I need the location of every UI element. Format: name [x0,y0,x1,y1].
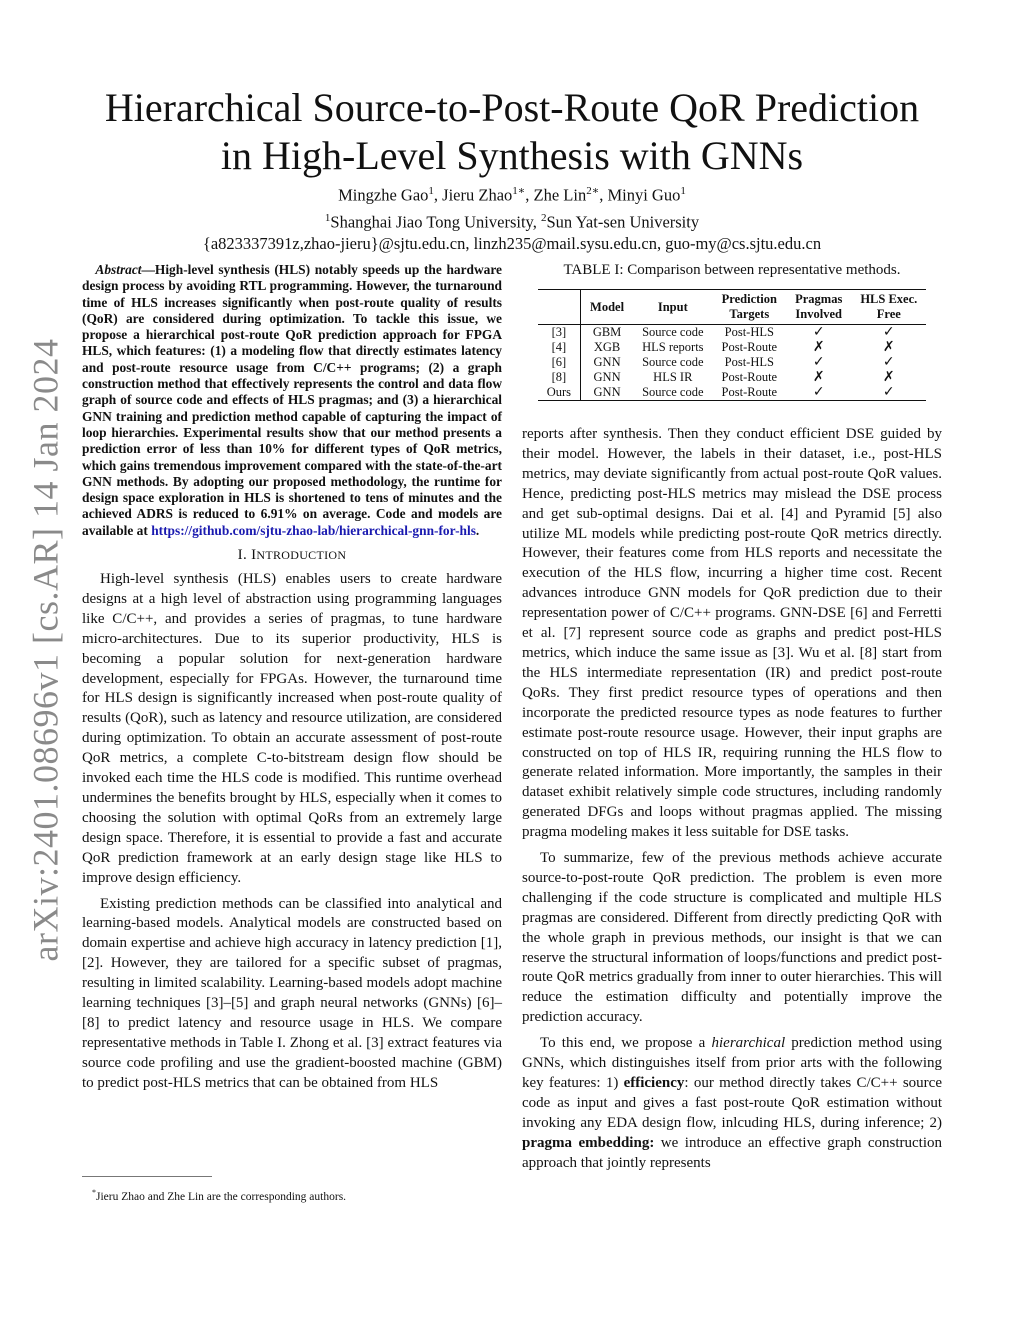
author-name: Jieru Zhao [442,185,513,205]
author-affiliation-mark: 1 [680,185,686,197]
table-cell: GNN [593,370,621,384]
title-line-2: in High-Level Synthesis with GNNs [220,133,804,178]
table-cell: [3] [538,325,581,341]
table-header-cell: Input [657,299,688,314]
author-separator: , [599,185,608,205]
table-caption: TABLE I: Comparison between representative methods. [563,262,901,278]
table-cell: XGB [593,340,621,354]
author-emails: {a823337391z,zhao-jieru}@sjtu.edu.cn, linzh235@mail.sysu.edu.cn, guo-my@cs.sjtu.edu.cn [202,234,822,253]
table-header-row [538,290,927,325]
author-separator: , [525,185,534,205]
abstract-body: —High-level synthesis (HLS) notably speeds up the hardware design process by avoiding RTL programming. However, the turnaround time of HLS increases significantly when post-route quality of results (QoR) are considered during optimization. To tackle this issue, we propose a hierarchical post-route QoR prediction approach for FPGA HLS, which features: (1) a modeling flow that directly estimates latency and post-route resource usage from C/C++ programs; (2) a graph construction method that effectively represents the control and data flow graph of source code and effects of HLS pragmas; and (3) a hierarchical GNN training and prediction method capable of capturing the impact of loop hierarchies. Experimental results show that our method presents a prediction error of less than 10% for different types of QoR metrics, which gains tremendous improvement compared with the state-of-the-art GNN methods. By adopting our proposed methodology, the runtime for design space exploration in HLS is shortened to tens of minutes and the achieved ADRS is reduced to 6.91% on average. Code and models are available at [82,262,502,538]
cross-mark-icon: ✗ [882,339,895,355]
cross-mark-icon: ✗ [882,369,895,385]
table-row [538,385,927,401]
table-cell: Post-Route [721,340,778,354]
author-name: Zhe Lin [533,185,587,205]
footnote: *Jieru Zhao and Zhe Lin are the corresponding authors. [92,1188,347,1203]
affiliations: $^1$Shanghai Jiao Tong University, $^2$Sun Yat-sen University [324,211,700,231]
table-cell: GBM [592,325,622,339]
table-row [538,370,927,385]
table-cell: HLS reports [642,340,704,354]
table-header-cell: HLS Exec. Free [860,292,918,321]
title-line-1: Hierarchical Source-to-Post-Route QoR Prediction [104,85,920,130]
section-heading-introduction: I. INTRODUCTION [237,547,347,564]
body-paragraph: To this end, we propose a hierarchical prediction method using GNNs, which distinguishes itself from prior arts with the following key features: 1) efficiency: our method directly takes C/C++ source code as input and gives a fast post-route QoR estimation without invoking any EDA design flow, inlcuding HLS, during inference; 2) pragma embedding: we introduce an effective graph construction approach that jointly represents [522,1035,943,1171]
table-cell: Post-Route [721,385,778,399]
author-affiliation-mark: 1 [428,185,434,197]
check-mark-icon: ✓ [882,324,895,340]
table-header-cell [538,290,581,325]
author-separator: , [433,185,443,205]
table-cell: Post-HLS [724,325,774,339]
code-repository-link[interactable]: https://github.com/sjtu-zhao-lab/hierarchical-gnn-for-hls [151,522,476,538]
table-cell: Ours [538,385,581,401]
check-mark-icon: ✓ [812,324,825,340]
table-header-cell: Model [590,299,625,314]
left-column [82,262,502,1094]
table-cell: [6] [538,355,581,370]
table-header-cell: Prediction Targets [721,292,777,321]
table-cell: GNN [593,355,621,369]
intro-paragraph: Existing prediction methods can be classified into analytical and learning-based models. Analytical models are constructed based on domain expertise and achieve high accuracy in latency prediction [1], [2]. However, they are tailored for a specific subset of pragmas, resulting in limited scalability. Learning-based models adopt machine learning techniques [3]–[5] and graph neural networks (GNNs) [6]–[8] to predict latency and resource usage in HLS. We compare representative methods in Table I. Zhong et al. [3] extract features via source code profiling and use the gradient-boosted machine (GBM) to predict post-HLS metrics that can be obtained from HLS [82,895,502,1091]
table-cell: HLS IR [653,370,693,384]
table-row [538,325,927,341]
arxiv-identifier [10,340,80,960]
table-cell: [4] [538,340,581,355]
check-mark-icon: ✓ [812,384,825,400]
table-cell: GNN [593,385,621,399]
author-name: Mingzhe Gao [338,185,429,205]
table-cell: Source code [642,355,704,369]
table-header-cell: Pragmas Involved [795,292,843,321]
abstract: Abstract—High-level synthesis (HLS) notably speeds up the hardware design process by avoiding RTL programming. However, the turnaround time of HLS increases significantly when post-route quality of results (QoR) are considered during optimization. To tackle this issue, we propose a hierarchical post-route QoR prediction approach for FPGA HLS, which features: (1) a modeling flow that directly estimates latency and post-route resource usage from C/C++ programs; (2) a graph construction method that effectively represents the control and data flow graph of source code and effects of HLS pragmas; and (3) a hierarchical GNN training and prediction method capable of capturing the impact of loop hierarchies. Experimental results show that our method presents a prediction error of less than 10% for different types of QoR metrics, which gains tremendous improvement compared with the state-of-the-art GNN methods. By adopting our proposed methodology, the runtime for design space exploration in HLS is shortened to tens of minutes and the achieved ADRS is reduced to 6.91% on average. Code and models are available at https://github.com/sjtu-zhao-lab/hierarchical-gnn-for-hls. [82,262,502,538]
arxiv-identifier-text: arXiv:2401.08696v1 [cs.AR] 14 Jan 2024 [25,338,65,962]
body-paragraph: To summarize, few of the previous methods achieve accurate source-to-post-route QoR prediction. The problem is even more challenging if the code structure is complicated and multiple HLS pragmas are considered. Different from directly predicting QoR with the whole graph in previous methods, our insight is that we can reserve the structural information of loops/functions and predict post-route QoR metrics gradually from inner to outer hierarchies. This will reduce the estimation difficulty and potentially improve the prediction accuracy. [522,850,942,1026]
table-cell: Post-HLS [724,355,774,369]
author-names [80,180,944,207]
cross-mark-icon: ✗ [812,369,825,385]
table-row [538,355,927,370]
check-mark-icon: ✓ [882,354,895,370]
cross-mark-icon: ✗ [812,339,825,355]
author-name: Minyi Guo [607,185,681,205]
author-block [80,180,944,255]
author-affiliation-mark: 1∗ [512,185,526,197]
table-row [538,340,927,355]
check-mark-icon: ✓ [882,384,895,400]
table-cell: Source code [642,385,704,399]
right-column [522,262,942,1174]
check-mark-icon: ✓ [812,354,825,370]
table-cell: [8] [538,370,581,385]
footnote-rule [82,1176,212,1177]
table-cell: Post-Route [721,370,778,384]
abstract-label: Abstract [95,262,142,277]
intro-paragraph: High-level synthesis (HLS) enables users to create hardware designs at a high level of abstraction using programming languages like C/C++, and provides a series of pragmas, to tune hardware micro-architectures. Due to its superior productivity, HLS is becoming a popular solution for next-generation hardware development, especially for FPGAs. However, the turnaround time for HLS design is significantly increased when post-route quality of results (QoR), such as latency and resource utilization, are considered during optimization. To obtain an accurate assessment of post-route QoR metrics, a complete C-to-bitstream design flow should be invoked each time the HLS code is modified. This runtime overhead undermines the benefits brought by HLS, especially when it comes to choosing the solution with optimal QoRs from an extremely large design space. Therefore, it is essential to provide a fast and accurate QoR prediction framework at an early design stage like HLS to improve design efficiency. [82,571,502,886]
paper-title [80,84,944,180]
comparison-table [538,289,927,401]
body-paragraph: reports after synthesis. Then they conduct efficient DSE guided by their model. However, the labels in their dataset, i.e., post-HLS metrics, may deviate significantly from actual post-route QoR values. Hence, predicting post-HLS metrics may mislead the DSE process and get sub-optimal designs. Dai et al. [4] and Pyramid [5] also utilize ML models while predicting post-route QoR metrics directly. However, their features come from HLS reports and necessitate the execution of the HLS flow, incurring a higher time cost. Recent advances introduce GNN models for QoR prediction due to their representation power of C/C++ programs. GNN-DSE [6] and Ferretti et al. [7] represent source code as graphs and predict post-HLS metrics, which induce the same issue as [3]. Wu et al. [8] start from the HLS intermediate representation (IR) and predict post-route QoRs. They first predict resource types of operations and then incorporate the predicted resource types as node features to further estimate post-route resource usage. However, their input graphs are constructed on top of HLS IR, requiring running the HLS flow to generate related information. More importantly, the samples in their dataset exhibit relatively simple code structures, including randomly generated DFGs and loops without pragmas applied. The missing pragma modeling makes it less suitable for DSE tasks. [522,426,942,841]
author-affiliation-mark: 2∗ [586,185,600,197]
table-cell: Source code [642,325,704,339]
